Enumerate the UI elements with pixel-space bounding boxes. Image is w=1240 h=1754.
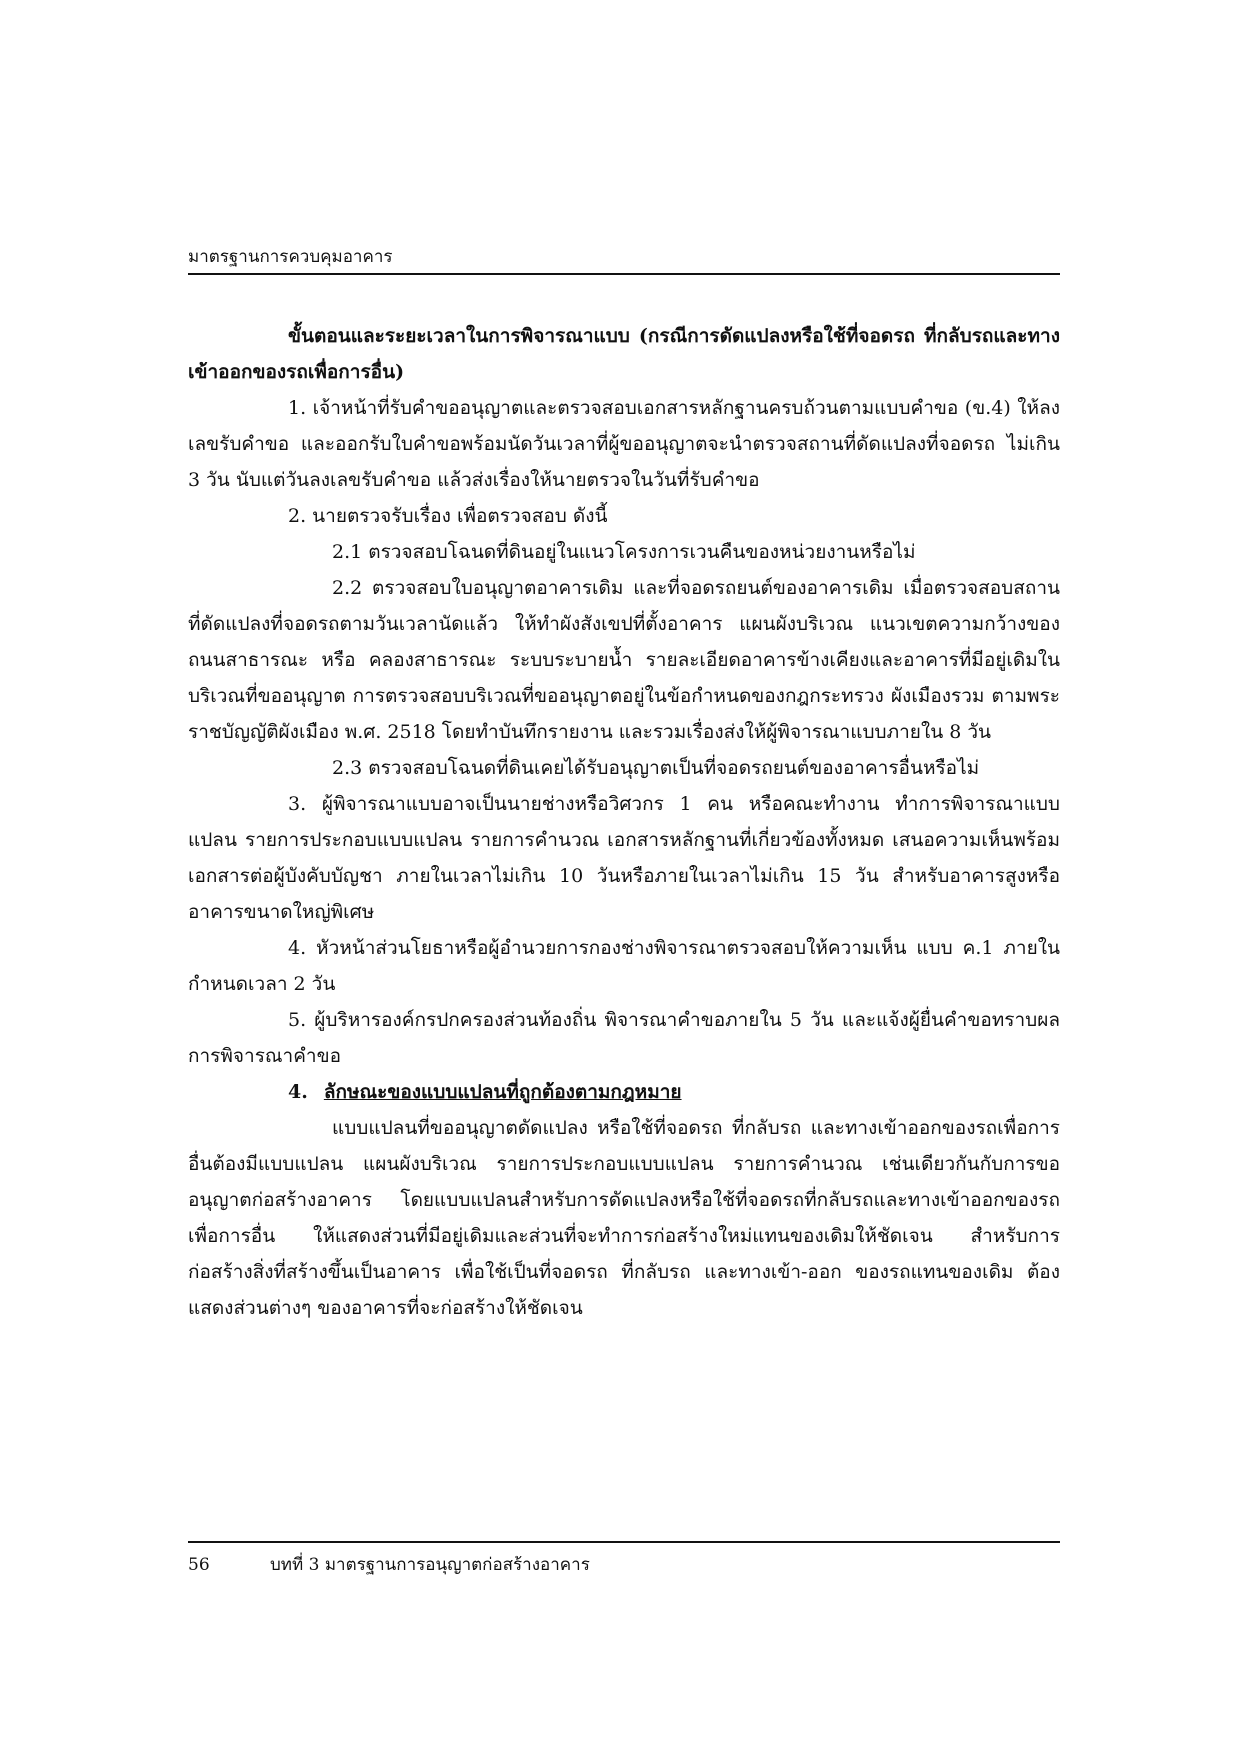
step-3-paragraph: 3. ผู้พิจารณาแบบอาจเป็นนายช่างหรือวิศวกร 1 คน หรือคณะทำงาน ทำการพิจารณาแบบแปลน รายการประกอบแบบแปลน รายการคำนวณ เอกสารหลักฐานที่เกี่ยวข้องทั้งหมด เสนอความเห็นพร้อมเอกสารต่อผู้บังคับบัญชา ภายในเวลาไม่เกิน 10 วันหรือภายในเวลาไม่เกิน 15 วัน สำหรับอาคารสูงหรืออาคารขนาดใหญ่พิเศษ: [188, 793, 1060, 923]
footer-divider: [188, 1541, 1060, 1543]
step-2-1-paragraph: 2.1 ตรวจสอบโฉนดที่ดินอยู่ในแนวโครงการเวนคืนของหน่วยงานหรือไม่: [332, 541, 916, 563]
step-2-paragraph: 2. นายตรวจรับเรื่อง เพื่อตรวจสอบ ดังนี้: [288, 505, 608, 527]
step-1-paragraph: 1. เจ้าหน้าที่รับคำขออนุญาตและตรวจสอบเอกสารหลักฐานครบถ้วนตามแบบคำขอ (ข.4) ให้ลงเลขรับคำขอ และออกรับใบคำขอพร้อมนัดวันเวลาที่ผู้ขออนุญาตจะนำตรวจสถานที่ดัดแปลงที่จอดรถ ไม่เกิน 3 วัน นับแต่วันลงเลขรับคำขอ แล้วส่งเรื่องให้นายตรวจในวันที่รับคำขอ: [188, 397, 1060, 491]
section-4-title: ลักษณะของแบบแปลนที่ถูกต้องตามกฎหมาย: [323, 1081, 682, 1103]
procedure-heading: ขั้นตอนและระยะเวลาในการพิจารณาแบบ (กรณีการดัดแปลงหรือใช้ที่จอดรถ ที่กลับรถและทางเข้าออกของรถเพื่อการอื่น): [188, 325, 1060, 383]
step-2-2-paragraph: 2.2 ตรวจสอบใบอนุญาตอาคารเดิม และที่จอดรถยนต์ของอาคารเดิม เมื่อตรวจสอบสถานที่ดัดแปลงที่จอดรถตามวันเวลานัดแล้ว ให้ทำผังสังเขปที่ตั้งอาคาร แผนผังบริเวณ แนวเขตความกว้างของถนนสาธารณะ หรือ คลองสาธารณะ ระบบระบายน้ำ รายละเอียดอาคารข้างเคียงและอาคารที่มีอยู่เดิมในบริเวณที่ขออนุญาต การตรวจสอบบริเวณที่ขออนุญาตอยู่ในข้อกำหนดของกฎกระทรวง ผังเมืองรวม ตามพระราชบัญญัติผังเมือง พ.ศ. 2518 โดยทำบันทึกรายงาน และรวมเรื่องส่งให้ผู้พิจารณาแบบภายใน 8 วัน: [188, 577, 1060, 743]
step-5-paragraph: 5. ผู้บริหารองค์กรปกครองส่วนท้องถิ่น พิจารณาคำขอภายใน 5 วัน และแจ้งผู้ยื่นคำขอทราบผลการพิจารณาคำขอ: [188, 1009, 1060, 1067]
section-4-body: แบบแปลนที่ขออนุญาตดัดแปลง หรือใช้ที่จอดรถ ที่กลับรถ และทางเข้าออกของรถเพื่อการอื่นต้องมีแบบแปลน แผนผังบริเวณ รายการประกอบแบบแปลน รายการคำนวณ เช่นเดียวกันกับการขออนุญาตก่อสร้างอาคาร โดยแบบแปลนสำหรับการดัดแปลงหรือใช้ที่จอดรถที่กลับรถและทางเข้าออกของรถเพื่อการอื่น ให้แสดงส่วนที่มีอยู่เดิมและส่วนที่จะทำการก่อสร้างใหม่แทนของเดิมให้ชัดเจน สำหรับการก่อสร้างสิ่งที่สร้างขึ้นเป็นอาคาร เพื่อใช้เป็นที่จอดรถ ที่กลับรถ และทางเข้า-ออก ของรถแทนของเดิม ต้องแสดงส่วนต่างๆ ของอาคารที่จะก่อสร้างให้ชัดเจน: [188, 1117, 1060, 1319]
header-divider: [188, 273, 1060, 275]
chapter-title: บทที่ 3 มาตรฐานการอนุญาตก่อสร้างอาคาร: [270, 1555, 590, 1575]
page-footer: [188, 1554, 590, 1576]
page-number: 56: [188, 1555, 210, 1575]
running-header: มาตรฐานการควบคุมอาคาร: [188, 247, 393, 267]
page-content: [188, 318, 1060, 1326]
step-2-3-paragraph: 2.3 ตรวจสอบโฉนดที่ดินเคยได้รับอนุญาตเป็นที่จอดรถยนต์ของอาคารอื่นหรือไม่: [332, 757, 980, 779]
section-4-number: 4.: [288, 1081, 308, 1103]
section-4-heading: [188, 1074, 1060, 1110]
step-4-paragraph: 4. หัวหน้าส่วนโยธาหรือผู้อำนวยการกองช่างพิจารณาตรวจสอบให้ความเห็น แบบ ค.1 ภายในกำหนดเวลา 2 วัน: [188, 937, 1060, 995]
